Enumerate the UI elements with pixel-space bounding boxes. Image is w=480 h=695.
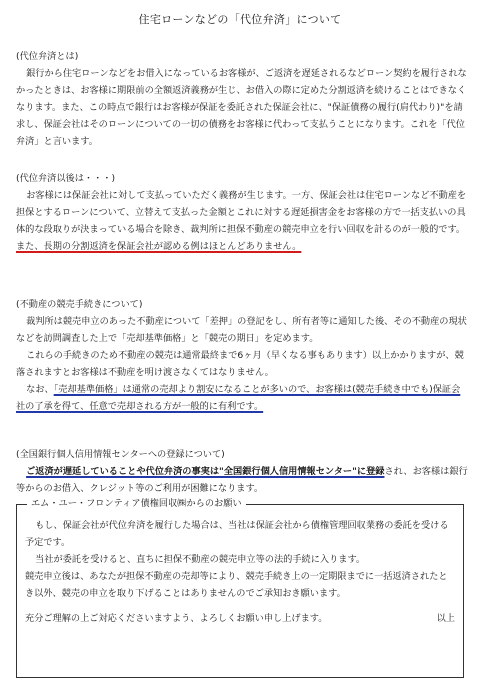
- section-heading: (不動産の競売手続きについて): [16, 299, 143, 310]
- end-mark: 以上: [436, 613, 455, 624]
- section-body: [16, 187, 468, 255]
- section-auction-procedure: [16, 296, 468, 415]
- section-body: 銀行から住宅ローンなどをお借入になっているお客様が、ご返済を遅延されるなどローン契約を履行されなかったときは、お客様に期限前の全額返済義務が生じ、お借入の際に定めた分割返済を続けることはできなくなります。また、この時点で銀行はお客様が保証を委託された保証会社に、"保証債務の履行(肩代わり)"を請求し、保証会社はそのローンについての一切の債務をお客様に代わって支払うことになります。これを「代位弁済」と言います。: [16, 68, 467, 147]
- closing-text: 充分ご理解の上ご対応くださいますよう、よろしくお願い申し上げます。: [25, 613, 328, 624]
- section-daii-bensai-definition: [16, 48, 468, 150]
- section-paragraph: 裁判所は競売申立のあった不動産について「差押」の登記をし、所有者等に通知した後、その不動産の現状などを訪問調査した上で「売却基準価格」と「競売の期日」を定めます。: [16, 316, 467, 344]
- notice-box: [16, 498, 464, 678]
- section-heading: (代位弁済とは): [16, 51, 79, 62]
- notice-closing-line: [25, 610, 455, 627]
- section-body-text: され、お客様は銀行等からのお借入、クレジット等のご利用が困難になります。: [16, 466, 468, 494]
- emphasis-underline-red: また、長期の分割返済を保証会社が認める例はほとんどありません。: [16, 241, 302, 252]
- page-title: 住宅ローンなどの「代位弁済」について: [138, 13, 342, 26]
- emphasis-underline-blue: ご返済が遅延していることや代位弁済の事実は"全国銀行個人信用情報センター"に登録: [26, 466, 385, 477]
- section-body: [16, 463, 468, 497]
- section-after-daii-bensai: [16, 170, 468, 255]
- section-heading: (全国銀行個人信用情報センターへの登録について): [16, 449, 225, 460]
- section-paragraph: これらの手続きのため不動産の競売は通常最終まで6ヶ月（早くなる事もあります）以上かかりますが、競落されますとお客様は不動産を明け渡さなくてはなりません。: [16, 350, 464, 378]
- section-heading: (代位弁済以後は・・・): [16, 173, 116, 184]
- section-paragraph: [16, 381, 468, 415]
- notice-paragraph: 当社が委託を受けると、直ちに担保不動産の競売申立等の法的手続に入ります。: [35, 554, 366, 565]
- section-body-text: お客様には保証会社に対して支払っていただく義務が生じます。一方、保証会社は住宅ローンなど不動産を担保とするローンについて、立替えて支払った金額とこれに対する遅延損害金をお客様の方で一括支払いの具体的な段取りが決まっている場合を除き、裁判所に担保不動産の競売申立を行い回収を計るのが一般的です。: [16, 190, 467, 235]
- section-credit-registry: [16, 446, 468, 497]
- notice-paragraph: 競売申立後は、あなたが担保不動産の売却等により、競売手続き上の一定期限までに一括返済されたとき以外、競売の申立を取り下げることはありませんのでご承知おき願います。: [25, 571, 448, 599]
- paragraph-lead: なお、: [26, 384, 54, 395]
- notice-paragraph: もし、保証会社が代位弁済を履行した場合は、当社は保証会社から債権管理回収業務の委託を受ける予定です。: [25, 520, 449, 548]
- emphasis-underline-blue: 「売却基準価格」は通常の売却より割安になることが多いので、お客様は(競売手続き中でも)保証会社の了承を得て、任意で売却される方が一般的に有利です。: [16, 384, 461, 412]
- notice-box-label: エム・ユー・フロンティア債権回収㈱からのお願い: [27, 497, 246, 511]
- notice-box-body: [25, 517, 455, 627]
